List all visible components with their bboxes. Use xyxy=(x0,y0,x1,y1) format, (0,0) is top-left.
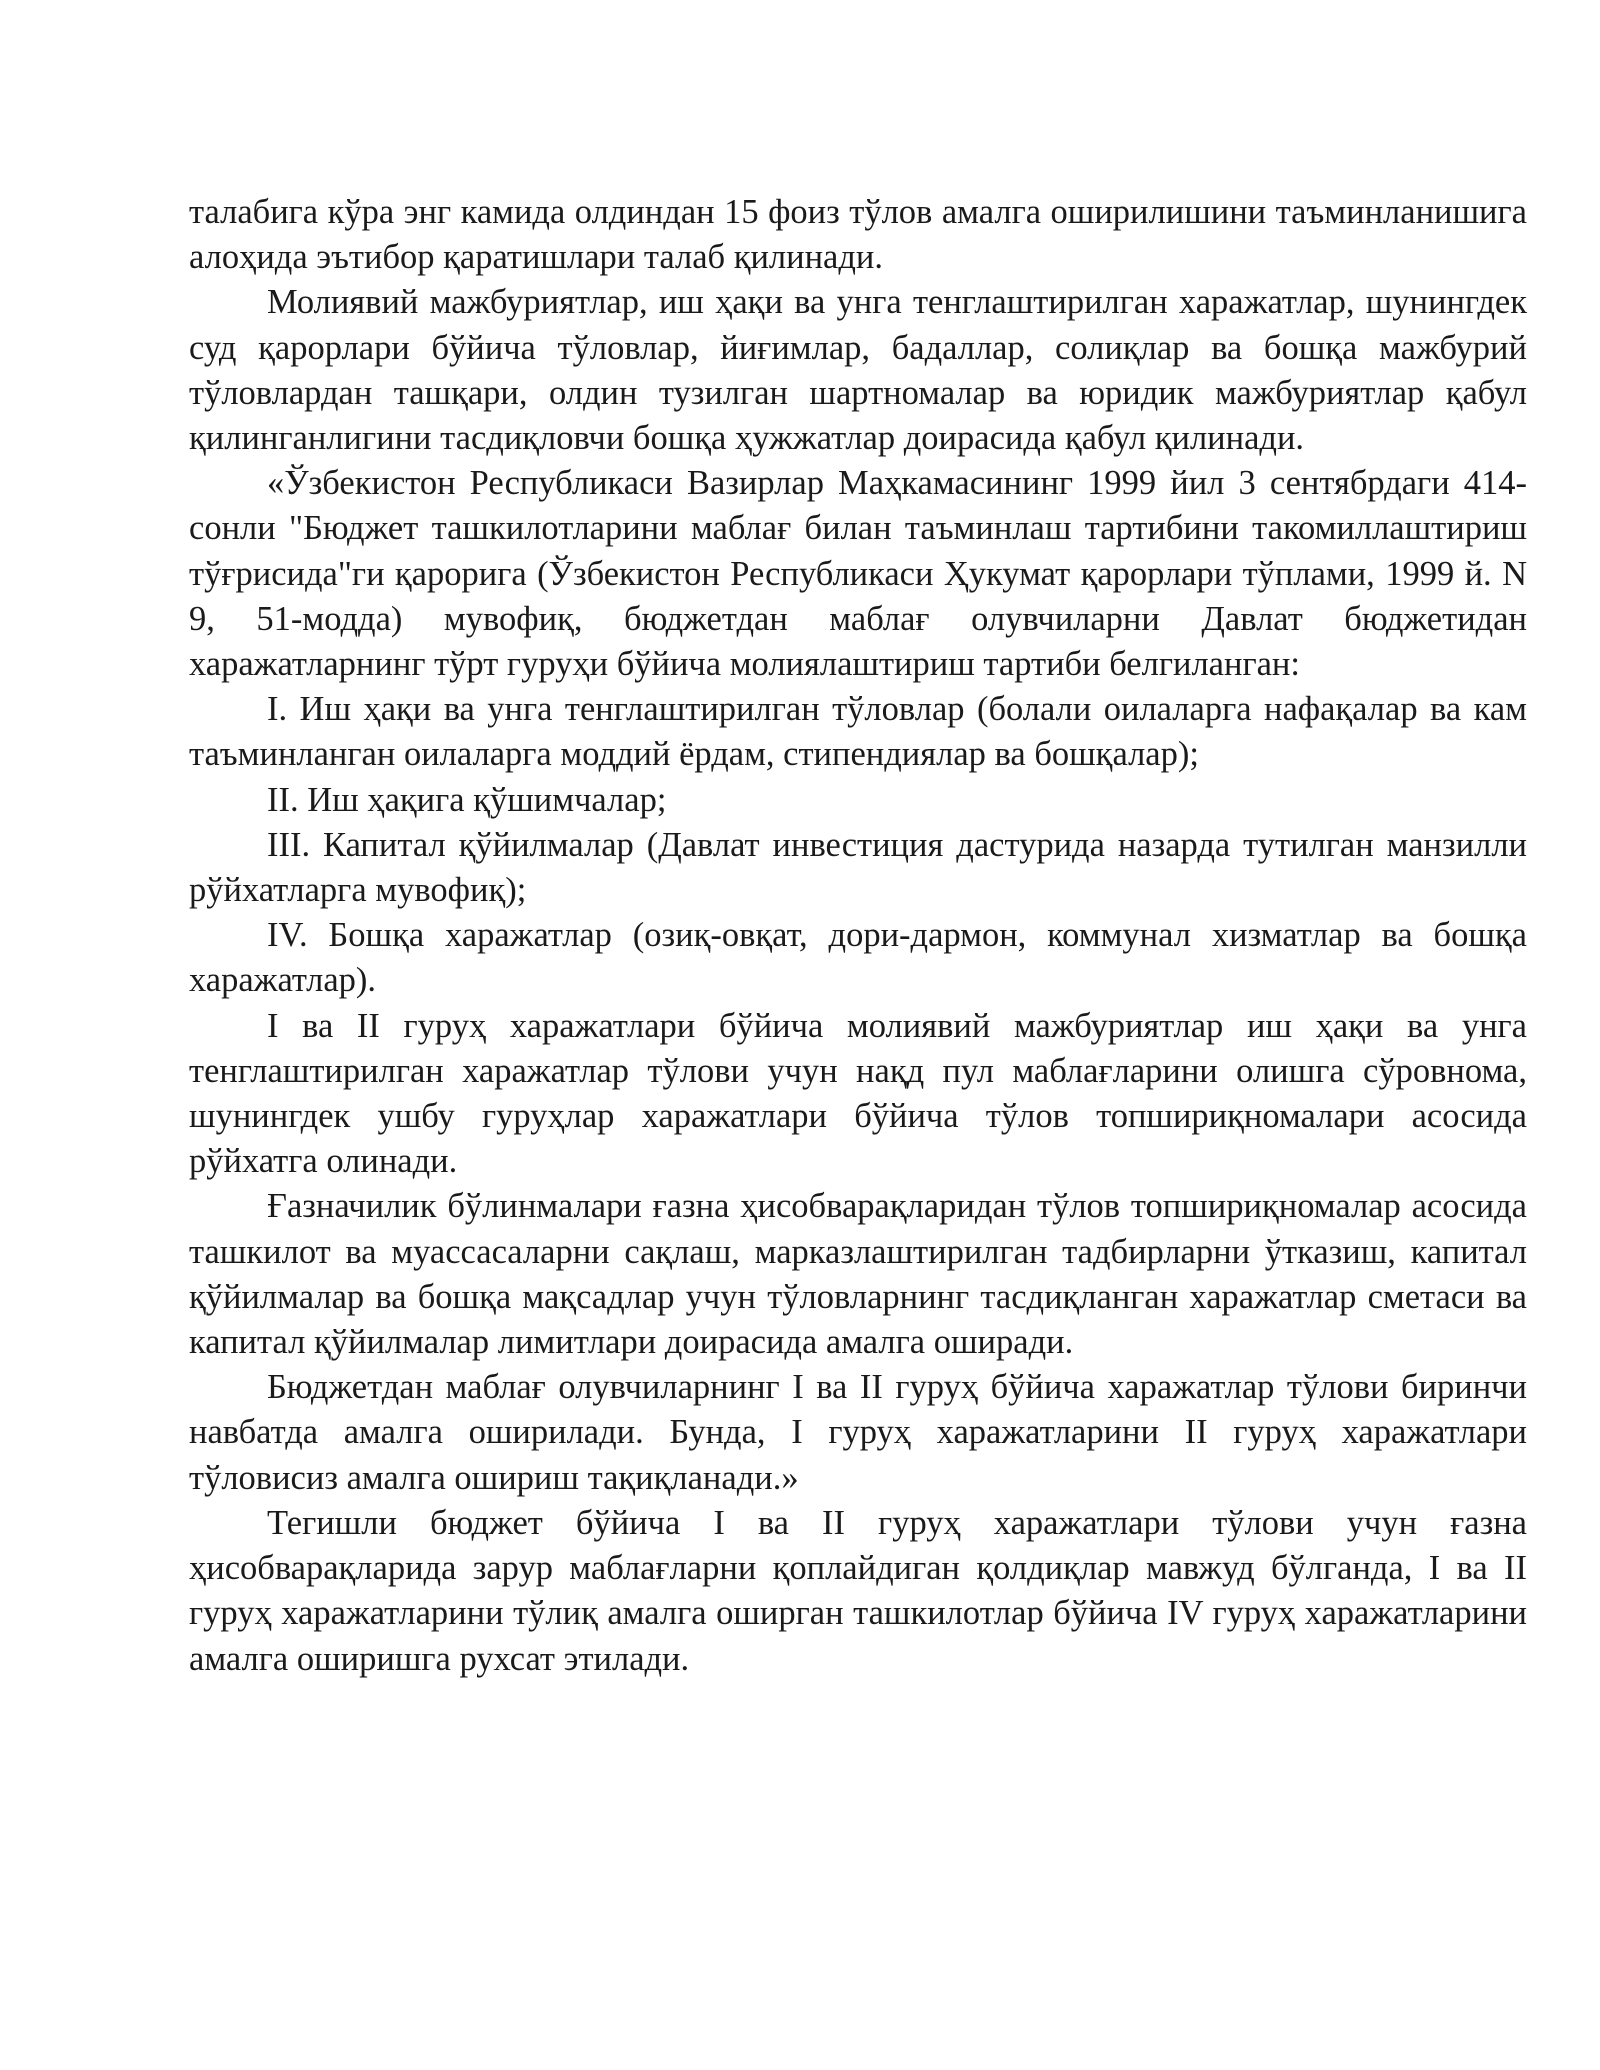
paragraph-priority-payment: Бюджетдан маблағ олувчиларнинг I ва II гуруҳ бўйича харажатлар тўлови биринчи навбатда амалга оширилади. Бунда, I гуруҳ харажатларини II гуруҳ харажатлари тўловисиз амалга ошириш тақиқланади.» xyxy=(189,1368,1527,1497)
paragraph-financial-obligations: Молиявий мажбуриятлар, иш ҳақи ва унга тенглаштирилган харажатлар, шунингдек суд қарорлари бўйича тўловлар, йиғимлар, бадаллар, солиқлар ва бошқа мажбурий тўловлардан ташқари, олдин тузилган шартномалар ва юридик мажбуриятлар қабул қилинганлигини тасдиқловчи бошқа ҳужжатлар доирасида қабул қилинади. xyxy=(189,283,1527,458)
paragraph-treasury-units: Ғазначилик бўлинмалари ғазна ҳисобварақларидан тўлов топшириқномалар асосида ташкилот ва муассасаларни сақлаш, марказлаштирилган тадбирларни ўтказиш, капитал қўйилмалар ва бошқа мақсадлар учун тўловларнинг тасдиқланган харажатлар сметаси ва капитал қўйилмалар лимитлари доирасида амалга оширади. xyxy=(189,1187,1527,1362)
paragraph-continuation: талабига кўра энг камида олдиндан 15 фоиз тўлов амалга оширилишини таъминланишига алоҳида эътибор қаратишлари талаб қилинади. xyxy=(189,193,1527,277)
paragraph-group-1-2-registration: I ва II гуруҳ харажатлари бўйича молиявий мажбуриятлар иш ҳақи ва унга тенглаштирилган харажатлар тўлови учун нақд пул маблағларини олишга сўровнома, шунингдек ушбу гуруҳлар харажатлари бўйича тўлов топшириқномалари асосида рўйхатга олинади. xyxy=(189,1006,1527,1181)
paragraph-group-4-permission: Тегишли бюджет бўйича I ва II гуруҳ харажатлари тўлови учун ғазна ҳисобварақларида зарур маблағларни қоплайдиган қолдиқлар мавжуд бўлганда, I ва II гуруҳ харажатларини тўлиқ амалга оширган ташкилотлар бўйича IV гуруҳ харажатларини амалга оширишга рухсат этилади. xyxy=(189,1503,1527,1678)
list-item-group-4: IV. Бошқа харажатлар (озиқ-овқат, дори-дармон, коммунал хизматлар ва бошқа харажатлар). xyxy=(189,916,1527,1000)
list-item-group-1: I. Иш ҳақи ва унга тенглаштирилган тўловлар (болали оилаларга нафақалар ва кам таъминланган оилаларга моддий ёрдам, стипендиялар ва бошқалар); xyxy=(189,690,1527,774)
list-item-group-2: II. Иш ҳақига қўшимчалар; xyxy=(267,780,667,819)
list-item-group-3: III. Капитал қўйилмалар (Давлат инвестиция дастурида назарда тутилган манзилли рўйхатларга мувофиқ); xyxy=(189,825,1527,910)
document-page xyxy=(189,190,1527,1682)
paragraph-cabinet-resolution: «Ўзбекистон Республикаси Вазирлар Маҳкамасининг 1999 йил 3 сентябрдаги 414-сонли "Бюджет ташкилотларини маблағ билан таъминлаш тартибини такомиллаштириш тўғрисида"ги қарорига (Ўзбекистон Республикаси Ҳукумат қарорлари тўплами, 1999 й. N 9, 51-модда) мувофиқ, бюджетдан маблағ олувчиларни Давлат бюджетидан харажатларнинг тўрт гуруҳи бўйича молиялаштириш тартиби белгиланган: xyxy=(189,464,1527,684)
